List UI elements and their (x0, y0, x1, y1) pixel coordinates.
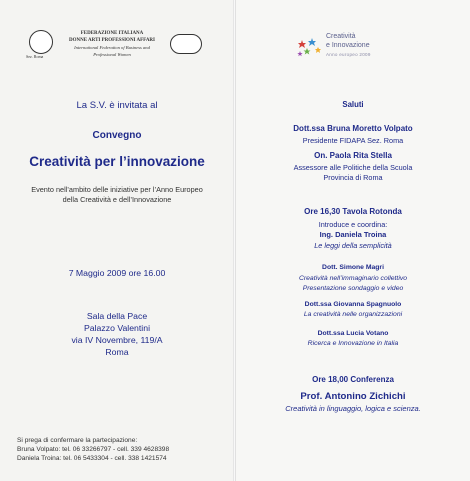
eu-year-logo-text (326, 32, 370, 50)
event-date: 7 Maggio 2009 ore 16.00 (68, 268, 166, 278)
venue-line-4: Roma (105, 347, 129, 357)
federation-intl-2: Professional Women (93, 52, 131, 57)
panelist-magri-talk (236, 274, 470, 293)
moderator-name: Ing. Daniela Troina (319, 230, 387, 239)
keynote-talk: Creatività in linguaggio, logica e scienza. (285, 404, 421, 413)
speaker-volpato-role: Presidente FIDAPA Sez. Roma (302, 136, 404, 145)
moderator-talk: Le leggi della semplicità (314, 241, 392, 250)
speaker-stella-role-1: Assessore alle Politiche della Scuola (293, 163, 413, 172)
emblem-caption: Sez. Roma (26, 54, 44, 59)
rsvp-contact-2: Daniela Troina: tel. 06 5433304 - cell. 338 1421574 (17, 455, 167, 463)
conferenza-heading: Ore 18,00 Conferenza (312, 375, 394, 384)
speaker-volpato: Dott.ssa Bruna Moretto Volpato (293, 124, 413, 133)
federation-name-2: DONNE ARTI PROFESSIONI AFFARI (69, 38, 155, 43)
right-panel (236, 0, 470, 481)
event-description-1: Evento nell’ambito delle iniziative per l’Anno Europeo (31, 185, 203, 194)
stars-logo-icon (296, 38, 324, 58)
tavola-rotonda-heading: Ore 16,30 Tavola Rotonda (304, 207, 402, 216)
federation-header (60, 30, 164, 58)
bpw-globe-icon (170, 34, 202, 54)
fidapa-emblem-icon (29, 30, 53, 54)
event-description (0, 185, 234, 205)
panelist-spagnuolo-talk: La creatività nelle organizzazioni (303, 311, 403, 318)
keynote-speaker: Prof. Antonino Zichichi (300, 391, 406, 402)
panelist-votano: Dott.ssa Lucia Votano (317, 330, 389, 337)
panelist-spagnuolo: Dott.ssa Giovanna Spagnuolo (304, 301, 402, 308)
speaker-stella-role (236, 163, 470, 183)
invite-line: La S.V. è invitata al (76, 100, 158, 111)
rsvp-contact-1: Bruna Volpato: tel. 06 33266797 - cell. 339 4628398 (17, 446, 170, 454)
panelist-magri-talk-1: Creatività nell’immaginario collettivo (298, 275, 408, 282)
panelist-magri-talk-2: Presentazione sondaggio e video (302, 284, 404, 292)
venue-line-3: via IV Novembre, 119/A (71, 335, 163, 345)
venue-line-1: Sala della Pace (86, 311, 148, 321)
rsvp-intro: Si prega di confermare la partecipazione: (17, 437, 138, 444)
logo-line-2: e Innovazione (326, 42, 370, 49)
federation-intl-1: International Federation of Business and (74, 45, 150, 50)
venue-line-2: Palazzo Valentini (84, 323, 150, 333)
rsvp-block (17, 436, 169, 464)
logo-line-1: Creatività (326, 33, 356, 40)
speaker-stella-role-2: Provincia di Roma (323, 173, 383, 182)
event-venue (0, 310, 234, 358)
saluti-heading: Saluti (342, 100, 364, 109)
moderator-intro: Introduce e coordina: (318, 220, 388, 229)
left-panel (0, 0, 234, 481)
event-title: Creatività per l’innovazione (29, 154, 205, 169)
panelist-votano-talk: Ricerca e Innovazione in Italia (307, 340, 399, 347)
convegno-label: Convegno (92, 130, 142, 141)
federation-name-1: FEDERAZIONE ITALIANA (80, 31, 144, 36)
panelist-magri: Dott. Simone Magri (322, 264, 384, 271)
event-description-2: della Creatività e dell’Innovazione (62, 195, 172, 204)
logo-subtitle: Anno europeo 2009 (326, 52, 371, 57)
speaker-stella: On. Paola Rita Stella (314, 151, 392, 160)
